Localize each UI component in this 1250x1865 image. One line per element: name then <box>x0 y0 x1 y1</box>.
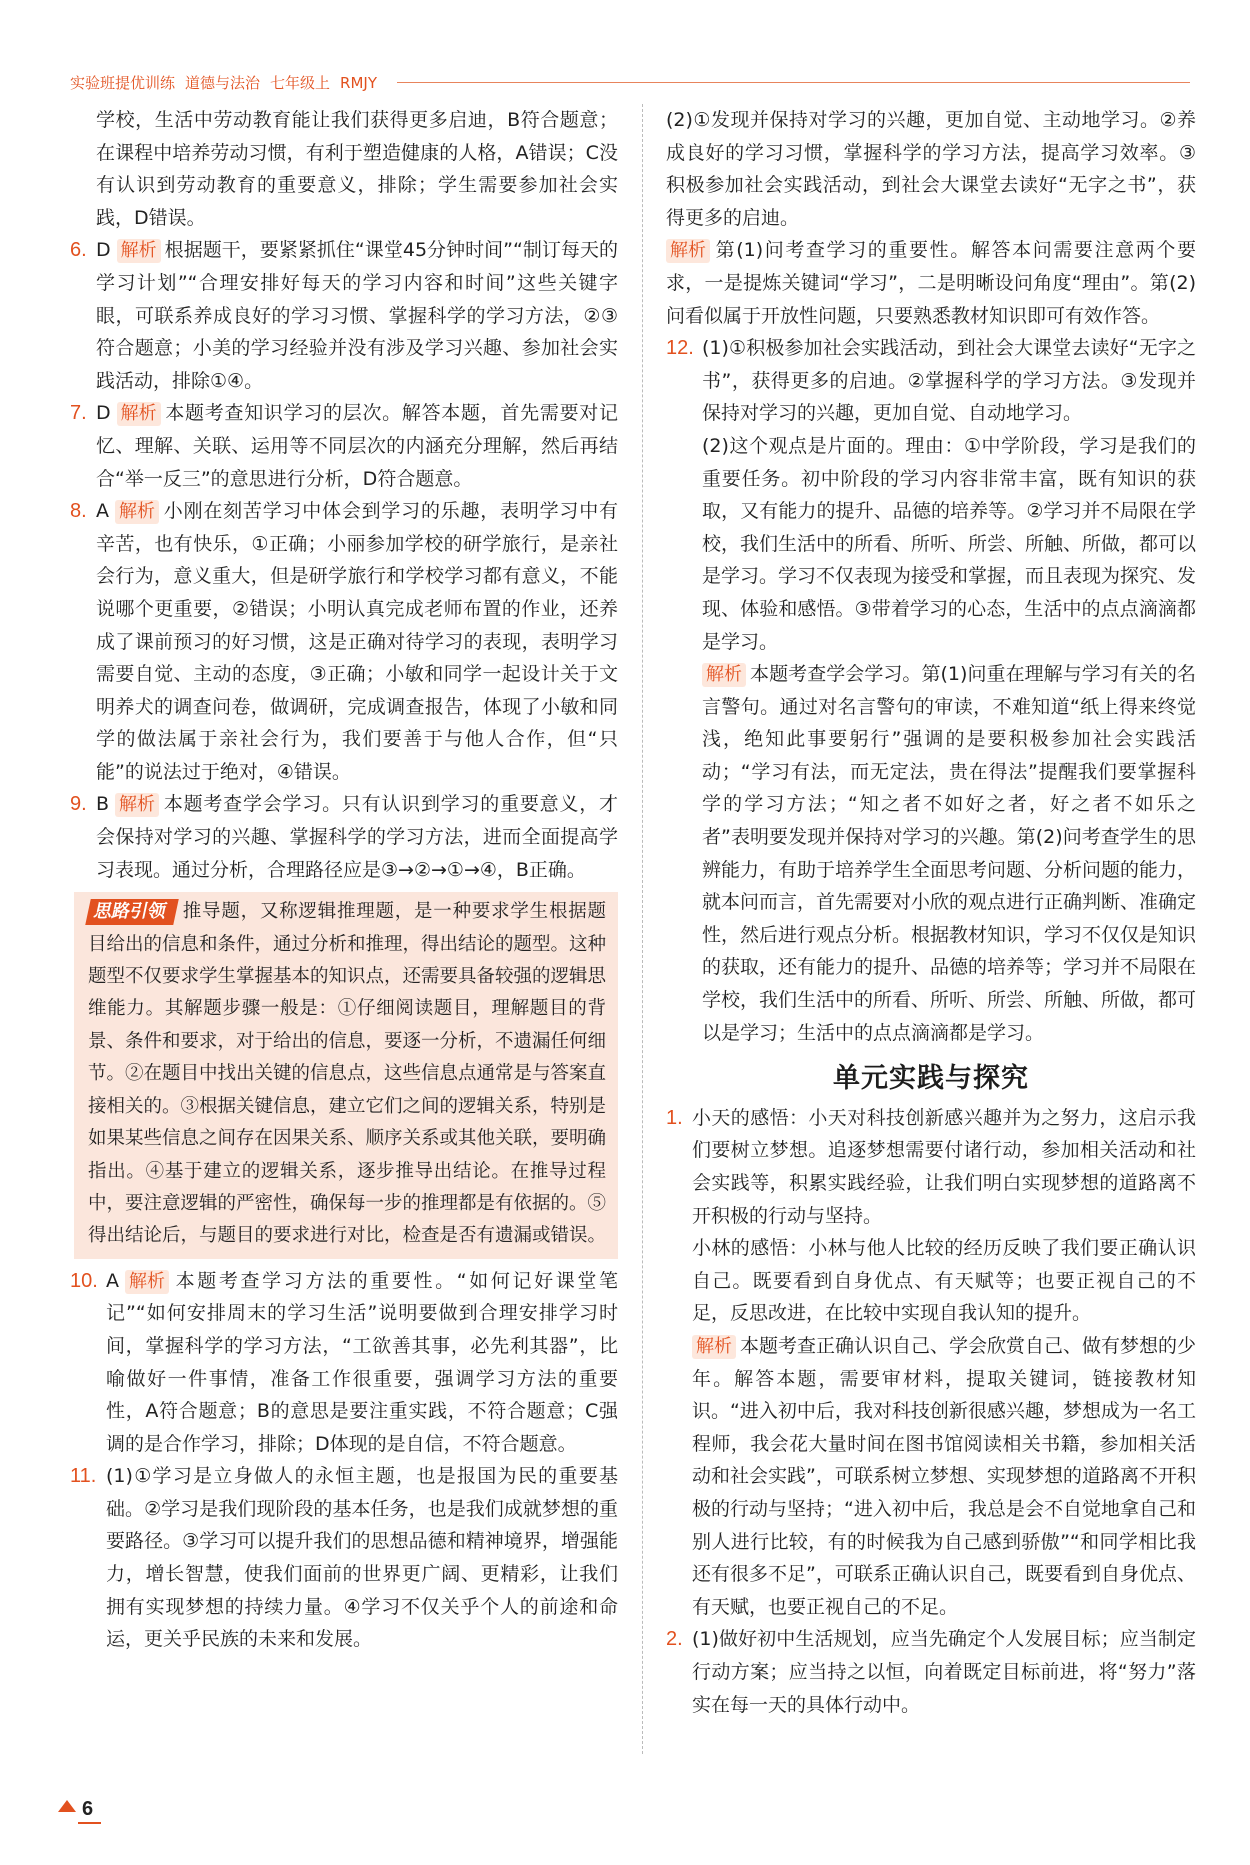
q11-analysis <box>666 234 1196 332</box>
question-10 <box>70 1265 618 1461</box>
running-header <box>70 70 1190 94</box>
arrow-up-icon <box>58 1800 76 1812</box>
practice-2 <box>666 1623 1196 1721</box>
tips-text: 推导题，又称逻辑推理题，是一种要求学生根据题目给出的信息和条件，通过分析和推理，得出结论的题型。这种题型不仅要求学生掌握基本的知识点，还需要具备较强的逻辑思维能力。其解题步骤一般是：①仔细阅读题目，理解题目的背景、条件和要求，对于给出的信息，要逐一分析，不遗漏任何细节。②在题目中找出关键的信息点，这些信息点通常是与答案直接相关的。③根据关键信息，建立它们之间的逻辑关系，特别是如果某些信息之间存在因果关系、顺序关系或其他关联，要明确指出。④基于建立的逻辑关系，逐步推导出结论。在推导过程中，要注意逻辑的严密性，确保每一步的推理都是有依据的。⑤得出结论后，与题目的要求进行对比，检查是否有遗漏或错误。 <box>88 901 607 1247</box>
tips-box <box>74 892 618 1258</box>
question-9 <box>70 788 618 886</box>
analysis-text: 本题考查学会学习。第(1)问重在理解与学习有关的名言警句。通过对名言警句的审读，不难知道“纸上得来终觉浅，绝知此事要躬行”强调的是要积极参加社会实践活动；“学习有法，而无定法，贵在得法”提醒我们要掌握科学的学习方法；“知之者不如好之者，好之者不如乐之者”表明要发现并保持对学习的兴趣。第(2)问考查学生的思辨能力，有助于培养学生全面思考问题、分析问题的能力，就本问而言，首先需要对小欣的观点进行正确判断、准确定性，然后进行观点分析。根据教材知识，学习不仅仅是知识的获取，还有能力的提升、品德的培养等；学习并不局限在学校，我们生活中的所看、所听、所尝、所触、所做，都可以是学习；生活中的点点滴滴都是学习。 <box>702 663 1197 1044</box>
analysis-text: 本题考查正确认识自己、学会欣赏自己、做有梦想的少年。解答本题，需要审材料，提取关键词，链接教材知识。“进入初中后，我对科技创新很感兴趣，梦想成为一名工程师，我会花大量时间在图书馆阅读相关书籍，参加相关活动和社会实践”，可联系树立梦想、实现梦想的道路离不开积极的行动与坚持；“进入初中后，我总是会不自觉地拿自己和别人进行比较，有的时候我为自己感到骄傲”“和同学相比我还有很多不足”，可联系正确认识自己，既要看到自身优点、有天赋，也要正视自己的不足。 <box>692 1334 1197 1618</box>
answer-letter: B <box>96 793 110 816</box>
analysis-tag: 解析 <box>692 1335 736 1359</box>
analysis-tag: 解析 <box>117 239 161 263</box>
page-number: 6 <box>78 1796 101 1824</box>
answer-xiaotian: 小天的感悟：小天对科技创新感兴趣并为之努力，这启示我们要树立梦想。追逐梦想需要付诸行动，参加相关活动和社会实践等，积累实践经验，让我们明白实现梦想的道路离不开积极的行动与坚持。 <box>692 1106 1196 1227</box>
question-6 <box>70 234 618 397</box>
analysis-tag: 解析 <box>666 239 710 263</box>
right-column <box>666 104 1196 1721</box>
question-number: 9. <box>70 793 87 816</box>
question-number: 2. <box>666 1628 683 1651</box>
analysis-text: 第(1)问考查学习的重要性。解答本问需要注意两个要求，一是提炼关键词“学习”，二是明晰设问角度“理由”。第(2)问看似属于开放性问题，只要熟悉教材知识即可有效作答。 <box>666 239 1196 327</box>
answer-text: (1)做好初中生活规划，应当先确定个人发展目标；应当制定行动方案；应当持之以恒，向着既定目标前进，将“努力”落实在每一天的具体行动中。 <box>692 1628 1196 1716</box>
header-edition: RMJY <box>340 73 377 92</box>
header-grade: 七年级上 <box>270 73 331 92</box>
question-number: 7. <box>70 402 87 425</box>
analysis-tag: 解析 <box>115 793 159 817</box>
question-11 <box>70 1460 618 1656</box>
answer-part1: (1)①积极参加社会实践活动，到社会大课堂去读好“无字之书”，获得更多的启迪。②掌握科学的学习方法。③发现并保持对学习的兴趣，更加自觉、自动地学习。 <box>702 337 1196 425</box>
analysis-text: 小刚在刻苦学习中体会到学习的乐趣，表明学习中有辛苦，也有快乐，①正确；小丽参加学校的研学旅行，是亲社会行为，意义重大，但是研学旅行和学校学习都有意义，不能说哪个更重要，②错误；小明认真完成老师布置的作业，还养成了课前预习的好习惯，这是正确对待学习的表现，表明学习需要自觉、主动的态度，③正确；小敏和同学一起设计关于文明养犬的调查问卷，做调研，完成调查报告，体现了小敏和同学的做法属于亲社会行为，我们要善于与他人合作，但“只能”的说法过于绝对，④错误。 <box>96 500 618 783</box>
question-7 <box>70 397 618 495</box>
answer-letter: A <box>106 1269 119 1292</box>
analysis-text: 本题考查学会学习。只有认识到学习的重要意义，才会保持对学习的兴趣、掌握科学的学习方法，进而全面提高学习表现。通过分析，合理路径应是③→②→①→④，B正确。 <box>96 793 618 881</box>
q12-analysis <box>702 658 1196 1049</box>
answer-letter: D <box>96 402 111 425</box>
answer-letter: A <box>96 500 109 523</box>
question-number: 11. <box>70 1465 97 1488</box>
q5-continuation: 学校，生活中劳动教育能让我们获得更多启迪，B符合题意；在课程中培养劳动习惯，有利于塑造健康的人格，A错误；C没有认识到劳动教育的重要意义，排除；学生需要参加社会实践，D错误。 <box>96 109 618 229</box>
column-divider <box>642 104 643 1754</box>
question-12 <box>666 332 1196 1049</box>
analysis-text: 根据题干，要紧紧抓住“课堂45分钟时间”“制订每天的学习计划”“合理安排好每天的学习内容和时间”这些关键字眼，可联系养成良好的学习习惯、掌握科学的学习方法，②③符合题意；小美的学习经验并没有涉及学习兴趣、参加社会实践活动，排除①④。 <box>96 239 618 392</box>
header-series: 实验班提优训练 <box>70 73 176 92</box>
analysis-tag: 解析 <box>702 663 746 687</box>
question-number: 1. <box>666 1106 683 1129</box>
header-rule <box>397 82 1190 83</box>
q11-part2: (2)①发现并保持对学习的兴趣，更加自觉、主动地学习。②养成良好的学习习惯，掌握科学的学习方法，提高学习效率。③积极参加社会实践活动，到社会大课堂去读好“无字之书”，获得更多的启迪。 <box>666 109 1196 229</box>
question-number: 8. <box>70 500 87 523</box>
analysis-text: 本题考查学习方法的重要性。“如何记好课堂笔记”“如何安排周末的学习生活”说明要做到合理安排学习时间，掌握科学的学习方法，“工欲善其事，必先利其器”，比喻做好一件事情，准备工作很重要，强调学习方法的重要性，A符合题意；B的意思是要注重实践，不符合题意；C强调的是合作学习，排除；D体现的是自信，不符合题意。 <box>106 1269 618 1455</box>
analysis-tag: 解析 <box>115 500 159 524</box>
answer-text: (1)①学习是立身做人的永恒主题，也是报国为民的重要基础。②学习是我们现阶段的基本任务，也是我们成就梦想的重要路径。③学习可以提升我们的思想品德和精神境界，增强能力，增长智慧，使我们面前的世界更广阔、更精彩，让我们拥有实现梦想的持续力量。④学习不仅关乎个人的前途和命运，更关乎民族的未来和发展。 <box>106 1465 618 1651</box>
left-column <box>70 104 618 1656</box>
section-title: 单元实践与探究 <box>833 1063 1029 1095</box>
page-number-badge <box>58 1796 101 1824</box>
answer-part2: (2)这个观点是片面的。理由：①中学阶段，学习是我们的重要任务。初中阶段的学习内容非常丰富，既有知识的获取，又有能力的提升、品德的培养等。②学习并不局限在学校，我们生活中的所看、所听、所尝、所触、所做，都可以是学习。学习不仅表现为接受和掌握，而且表现为探究、发现、体验和感悟。③带着学习的心态，生活中的点点滴滴都是学习。 <box>702 434 1197 653</box>
p1-analysis <box>692 1330 1196 1623</box>
tips-label: 思路引领 <box>85 899 179 925</box>
question-number: 10. <box>70 1269 98 1292</box>
answer-xiaolin: 小林的感悟：小林与他人比较的经历反映了我们要正确认识自己。既要看到自身优点、有天赋等；也要正视自己的不足，反思改进，在比较中实现自我认知的提升。 <box>692 1237 1196 1325</box>
analysis-text: 本题考查知识学习的层次。解答本题，首先需要对记忆、理解、关联、运用等不同层次的内涵充分理解，然后再结合“举一反三”的意思进行分析，D符合题意。 <box>96 402 618 490</box>
answer-letter: D <box>96 239 111 262</box>
analysis-tag: 解析 <box>117 402 161 426</box>
question-number: 12. <box>666 337 694 360</box>
question-number: 6. <box>70 239 87 262</box>
practice-1 <box>666 1102 1196 1624</box>
header-subject: 道德与法治 <box>185 73 261 92</box>
header-text <box>70 72 387 93</box>
analysis-tag: 解析 <box>125 1270 169 1294</box>
question-8 <box>70 495 618 788</box>
